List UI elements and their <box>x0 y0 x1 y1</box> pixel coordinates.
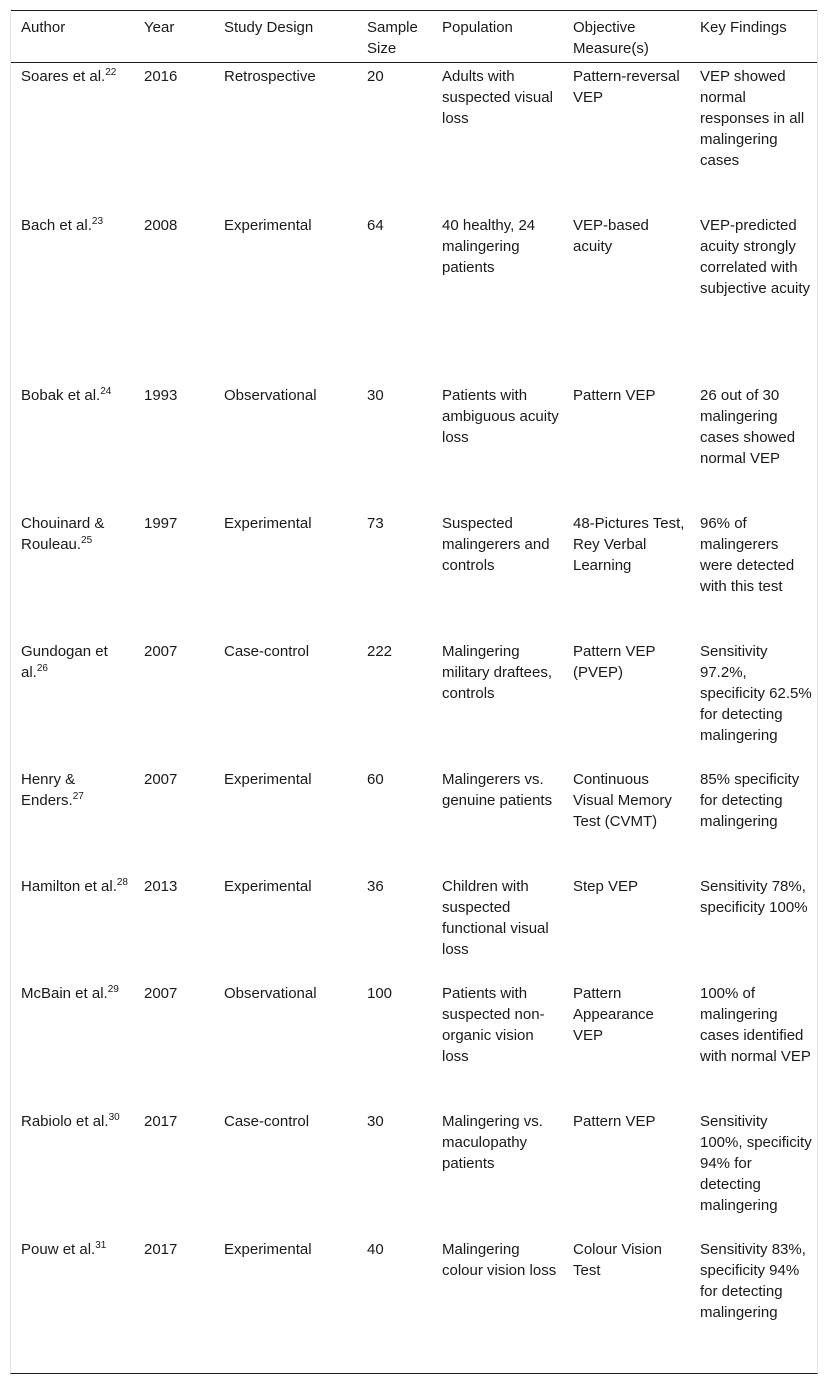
cell-population: Patients with ambiguous acuity loss <box>442 386 559 446</box>
cell-population: Malingerers vs. genuine patients <box>442 770 553 809</box>
header-study-design: Study Design <box>214 11 357 63</box>
author-name: Soares et al. <box>21 68 106 85</box>
reference-number: 24 <box>100 385 112 397</box>
cell-objective-measure: Pattern VEP (PVEP) <box>573 642 656 681</box>
table-row <box>11 1236 817 1364</box>
cell-key-findings: 26 out of 30 malingering cases showed normal VEP <box>700 386 796 467</box>
author-name: Pouw et al. <box>21 1240 96 1258</box>
author-name: Chouinard & Rouleau. <box>21 514 105 553</box>
cell-study-design: Case-control <box>224 1112 310 1130</box>
cell-objective-measure: Pattern-reversal VEP <box>573 68 680 106</box>
cell-key-findings: Sensitivity 78%, specificity 100% <box>700 877 808 916</box>
cell-population: Malingering military draftees, controls <box>442 642 553 702</box>
cell-study-design: Experimental <box>224 514 312 532</box>
cell-study-design: Experimental <box>224 770 312 788</box>
cell-author <box>11 873 134 980</box>
cell-year: 2007 <box>144 984 178 1002</box>
cell-population: Children with suspected functional visual loss <box>442 877 549 958</box>
cell-author <box>11 766 134 873</box>
table-row <box>11 212 817 382</box>
header-author: Author <box>11 11 134 63</box>
author-name: Bobak et al. <box>21 386 101 404</box>
reference-number: 27 <box>72 790 84 802</box>
reference-number: 29 <box>107 983 119 995</box>
reference-number: 26 <box>36 662 48 674</box>
table-row <box>11 873 817 980</box>
cell-key-findings: 85% specificity for detecting malingering <box>700 770 800 830</box>
cell-study-design: Case-control <box>224 642 310 660</box>
table-row <box>11 638 817 766</box>
cell-study-design: Experimental <box>224 877 312 895</box>
cell-key-findings: VEP-predicted acuity strongly correlated with subjective acuity <box>700 216 811 297</box>
cell-sample-size: 20 <box>367 68 384 85</box>
cell-author <box>11 382 134 510</box>
cell-objective-measure: Pattern VEP <box>573 1112 656 1130</box>
cell-objective-measure: VEP-based acuity <box>573 216 649 255</box>
cell-study-design: Experimental <box>224 1240 312 1258</box>
table-header-row <box>11 11 817 63</box>
cell-author <box>11 63 134 212</box>
cell-study-design: Observational <box>224 386 317 404</box>
author-name: McBain et al. <box>21 984 108 1002</box>
reference-number: 31 <box>95 1239 107 1251</box>
table-body <box>11 63 817 1364</box>
cell-author <box>11 638 134 766</box>
cell-sample-size: 222 <box>367 642 393 660</box>
cell-study-design: Observational <box>224 984 317 1002</box>
cell-study-design: Retrospective <box>224 68 316 85</box>
cell-author <box>11 980 134 1108</box>
cell-sample-size: 73 <box>367 514 384 532</box>
cell-year: 1997 <box>144 514 178 532</box>
cell-study-design: Experimental <box>224 216 312 234</box>
cell-key-findings: VEP showed normal responses in all malingering cases <box>700 68 805 169</box>
cell-year: 2007 <box>144 642 178 660</box>
table-row <box>11 382 817 510</box>
header-year: Year <box>134 11 214 63</box>
table-row <box>11 980 817 1108</box>
cell-key-findings: 100% of malingering cases identified with normal VEP <box>700 984 811 1065</box>
studies-table <box>11 10 817 1364</box>
cell-author <box>11 510 134 638</box>
cell-objective-measure: 48-Pictures Test, Rey Verbal Learning <box>573 514 685 574</box>
cell-year: 2007 <box>144 770 178 788</box>
header-sample-size: Sample Size <box>357 11 432 63</box>
table-frame <box>10 10 818 1374</box>
author-name: Rabiolo et al. <box>21 1112 109 1130</box>
author-name: Hamilton et al. <box>21 877 117 895</box>
cell-key-findings: Sensitivity 100%, specificity 94% for detecting malingering <box>700 1112 812 1214</box>
cell-year: 2008 <box>144 216 178 234</box>
cell-sample-size: 60 <box>367 770 384 788</box>
cell-year: 2016 <box>144 68 178 85</box>
cell-key-findings: Sensitivity 83%, specificity 94% for detecting malingering <box>700 1240 806 1321</box>
author-name: Henry & Enders. <box>21 770 76 809</box>
reference-number: 22 <box>105 67 117 78</box>
header-objective-measures: Objective Measure(s) <box>563 11 690 63</box>
cell-objective-measure: Pattern VEP <box>573 386 656 404</box>
cell-author <box>11 212 134 382</box>
cell-sample-size: 30 <box>367 386 384 404</box>
cell-objective-measure: Colour Vision Test <box>573 1240 662 1279</box>
cell-key-findings: Sensitivity 97.2%, specificity 62.5% for detecting malingering <box>700 642 812 744</box>
cell-population: Suspected malingerers and controls <box>442 514 550 574</box>
table-row <box>11 63 817 212</box>
cell-population: Patients with suspected non-organic vision loss <box>442 984 545 1065</box>
cell-year: 2017 <box>144 1112 178 1130</box>
header-key-findings: Key Findings <box>690 11 817 63</box>
cell-year: 1993 <box>144 386 178 404</box>
cell-year: 2017 <box>144 1240 178 1258</box>
cell-population: Malingering colour vision loss <box>442 1240 557 1279</box>
cell-sample-size: 100 <box>367 984 393 1002</box>
header-population: Population <box>432 11 563 63</box>
cell-sample-size: 30 <box>367 1112 384 1130</box>
table-row <box>11 766 817 873</box>
reference-number: 28 <box>116 876 128 888</box>
cell-population: Adults with suspected visual loss <box>442 68 553 127</box>
cell-population: 40 healthy, 24 malingering patients <box>442 216 536 276</box>
reference-number: 25 <box>81 534 93 546</box>
cell-sample-size: 40 <box>367 1240 384 1258</box>
cell-sample-size: 36 <box>367 877 384 895</box>
cell-year: 2013 <box>144 877 178 895</box>
cell-key-findings: 96% of malingerers were detected with this test <box>700 514 795 595</box>
cell-population: Malingering vs. maculopathy patients <box>442 1112 543 1172</box>
cell-objective-measure: Step VEP <box>573 877 639 895</box>
cell-author <box>11 1108 134 1236</box>
cell-sample-size: 64 <box>367 216 384 234</box>
table-row <box>11 1108 817 1236</box>
author-name: Gundogan et al. <box>21 642 108 681</box>
cell-objective-measure: Continuous Visual Memory Test (CVMT) <box>573 770 672 830</box>
reference-number: 30 <box>108 1111 120 1123</box>
author-name: Bach et al. <box>21 216 92 234</box>
table-row <box>11 510 817 638</box>
cell-objective-measure: Pattern Appearance VEP <box>573 984 654 1044</box>
cell-author <box>11 1236 134 1364</box>
reference-number: 23 <box>91 215 104 227</box>
